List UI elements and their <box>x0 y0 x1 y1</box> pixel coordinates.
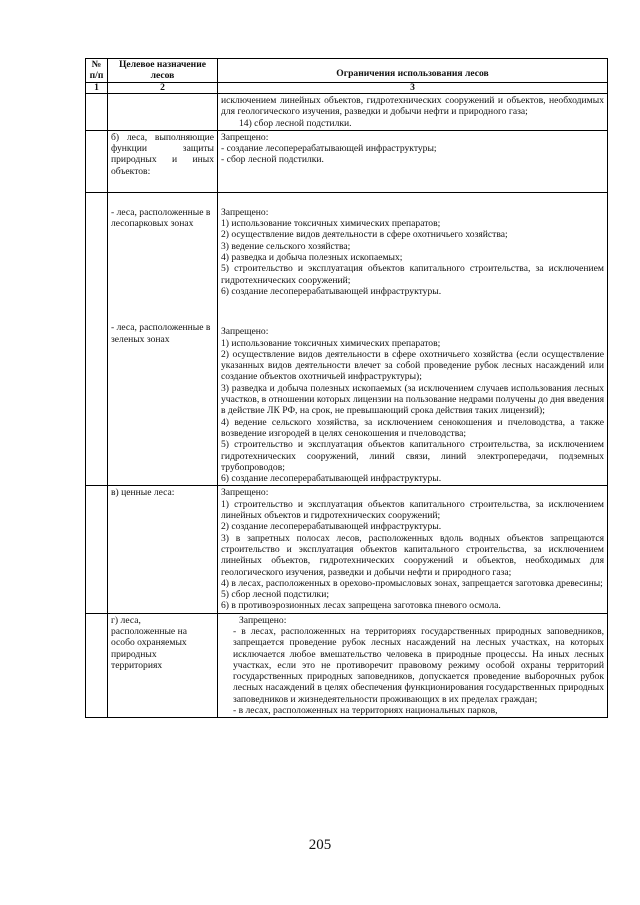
table-row <box>86 486 608 613</box>
header-purpose: Целевое назначение лесов <box>108 59 218 83</box>
column-number-2: 2 <box>108 83 218 94</box>
restrictions-cell: Запрещено: - в лесах, расположенных на территориях государственных природных заповедников, запрещается проведение рубок лесных насаждений на лесных участках, на которых исключается любое вмешательство человека в природные процессы. На иных лесных участках, если это не противоречит правовому режиму особой охраны территорий государственных природных заповедников, допускается проведение выборочных рубок лесных насаждений в целях обеспечения функционирования государственных природных заповедников и жизнедеятельности проживающих в их пределах граждан; - в лесах, расположенных на территориях национальных парков, <box>218 613 608 718</box>
restrictions-cell: Запрещено: 1) использование токсичных химических препаратов; 2) осуществление видов деятельности в сфере охотничьего хозяйства; 3) ведение сельского хозяйства; 4) разведка и добыча полезных ископаемых; 5) строительство и эксплуатация объектов капитального строительства, за исключением гидротехнических сооружений; 6) создание лесоперерабатывающей инфраструктуры. Запрещено: 1) использование токсичных химических препаратов; 2) осуществление видов деятельности в сфере охотничьего хозяйства (если осуществление указанных видов деятельности влечет за собой проведение рубок лесных насаждений или создание объектов охотничьей инфраструктуры); 3) разведка и добыча полезных ископаемых (за исключением случаев использования лесных участков, в отношении которых лицензии на пользование недрами получены до дня введения в действие ЛК РФ, на срок, не превышающий срока действия таких лицензий); 4) ведение сельского хозяйства, за исключением сенокошения и пчеловодства, а также возведение изгородей в целях сенокошения и пчеловодства; 5) строительство и эксплуатация объектов капитального строительства, за исключением гидротехнических сооружений, линий связи, линий электропередачи, подземных трубопроводов; 6) создание лесоперерабатывающей инфраструктуры. <box>218 192 608 486</box>
header-number: № п/п <box>86 59 108 83</box>
purpose-cell: г) леса, расположенные на особо охраняемых природных территориях <box>108 613 218 718</box>
table-row <box>86 192 608 486</box>
page-number: 205 <box>308 837 332 853</box>
table-row <box>86 94 608 131</box>
restrictions-cell: исключением линейных объектов, гидротехнических сооружений и объектов, необходимых для геологического изучения, разведки и добычи нефти и природного газа; 14) сбор лесной подстилки. <box>218 94 608 131</box>
column-numbers-row <box>86 83 608 94</box>
restrictions-cell: Запрещено: - создание лесоперерабатывающей инфраструктуры; - сбор лесной подстилки. <box>218 130 608 192</box>
table-header-row <box>86 59 608 83</box>
table-row <box>86 613 608 718</box>
table-row <box>86 130 608 192</box>
restrictions-table <box>85 58 608 718</box>
purpose-cell: - леса, расположенные в лесопарковых зонах - леса, расположенные в зеленых зонах <box>108 192 218 486</box>
column-number-3: 3 <box>218 83 608 94</box>
purpose-cell: в) ценные леса: <box>108 486 218 613</box>
purpose-cell: б) леса, выполняющие функции защиты природных и иных объектов: <box>108 130 218 192</box>
restrictions-cell: Запрещено: 1) строительство и эксплуатация объектов капитального строительства, за исключением линейных объектов и гидротехнических сооружений; 2) создание лесоперерабатывающей инфраструктуры. 3) в запретных полосах лесов, расположенных вдоль водных объектов запрещаются строительство и эксплуатация объектов капитального строительства, за исключением линейных объектов, гидротехнических сооружений и объектов, необходимых для геологического изучения, разведки и добычи нефти и природного газа; 4) в лесах, расположенных в орехово-промысловых зонах, запрещается заготовка древесины; 5) сбор лесной подстилки; 6) в противоэрозионных лесах запрещена заготовка пневого осмола. <box>218 486 608 613</box>
header-restrictions: Ограничения использования лесов <box>218 59 608 83</box>
column-number-1: 1 <box>86 83 108 94</box>
